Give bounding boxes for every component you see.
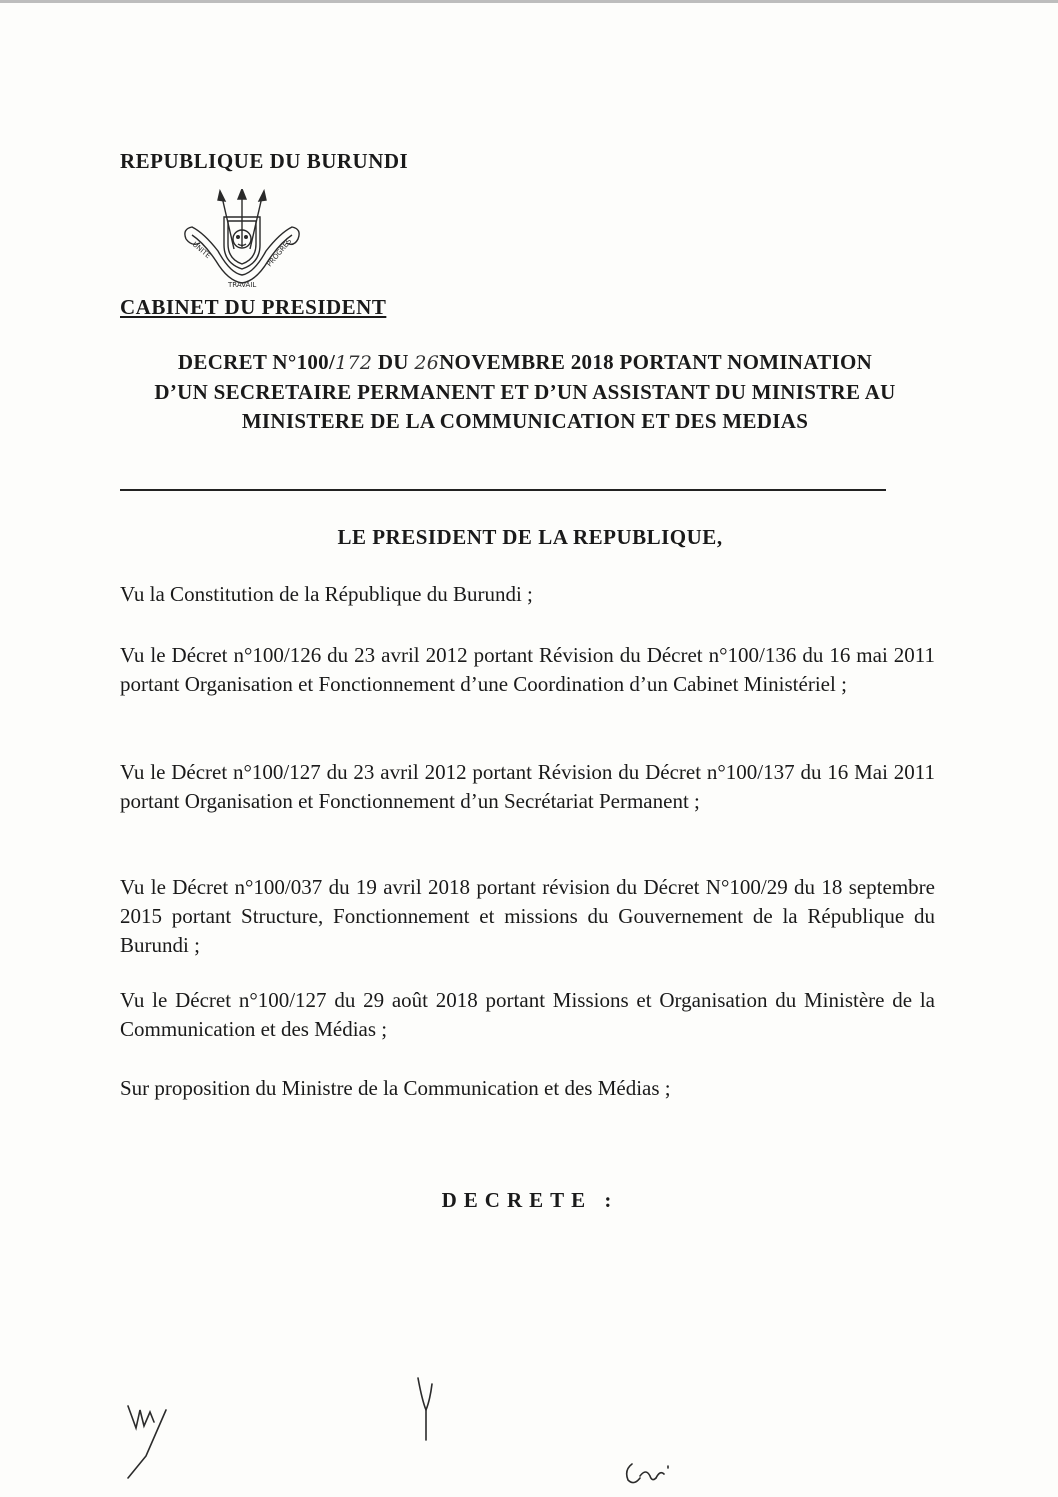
title-divider (120, 489, 886, 491)
paragraph-decree-127-2018: Vu le Décret n°100/127 du 29 août 2018 portant Missions et Organisation du Ministère de la Communication et des Médias ; (120, 988, 935, 1041)
paragraph-proposition: Sur proposition du Ministre de la Communication et des Médias ; (120, 1076, 671, 1100)
paragraph-decree-126: Vu le Décret n°100/126 du 23 avril 2012 portant Révision du Décret n°100/136 du 16 mai 2011 portant Organisation et Fonctionnement d’une Coordination d’un Cabinet Ministériel ; (120, 643, 935, 696)
decree-title-du: DU (372, 350, 415, 374)
svg-text:TRAVAIL: TRAVAIL (228, 281, 257, 289)
handwritten-decree-number: 172 (335, 352, 373, 374)
paragraph-decree-037: Vu le Décret n°100/037 du 19 avril 2018 portant révision du Décret N°100/29 du 18 septembre 2015 portant Structure, Fonctionnement et missions du Gouvernement de la République du Burundi ; (120, 875, 935, 957)
handwritten-initials (100, 1370, 1058, 1497)
svg-text:PROGRES: PROGRES (265, 237, 294, 269)
decree-title-prefix: DECRET N°100/ (177, 350, 336, 374)
svg-text:UNITE: UNITE (190, 240, 213, 261)
decree-title (150, 348, 900, 436)
decrete-heading: DECRETE : (441, 1188, 619, 1212)
handwritten-day: 26 (414, 352, 440, 374)
decree-title-rest: NOVEMBRE 2018 PORTANT NOMINATION D’UN SECRETAIRE PERMANENT ET D’UN ASSISTANT DU MINISTRE AU MINISTERE DE LA COMMUNICATION ET DES MEDIAS (154, 350, 896, 433)
cabinet-heading: CABINET DU PRESIDENT (120, 295, 387, 319)
republic-heading: REPUBLIQUE DU BURUNDI (120, 149, 409, 173)
scan-top-edge (0, 0, 1058, 3)
burundi-coat-of-arms-icon (178, 189, 306, 291)
president-heading: LE PRESIDENT DE LA REPUBLIQUE, (337, 525, 723, 549)
paragraph-decree-127-2012: Vu le Décret n°100/127 du 23 avril 2012 portant Révision du Décret n°100/137 du 16 Mai 2011 portant Organisation et Fonctionnement d’un Secrétariat Permanent ; (120, 760, 935, 813)
paragraph-constitution: Vu la Constitution de la République du Burundi ; (120, 582, 533, 606)
